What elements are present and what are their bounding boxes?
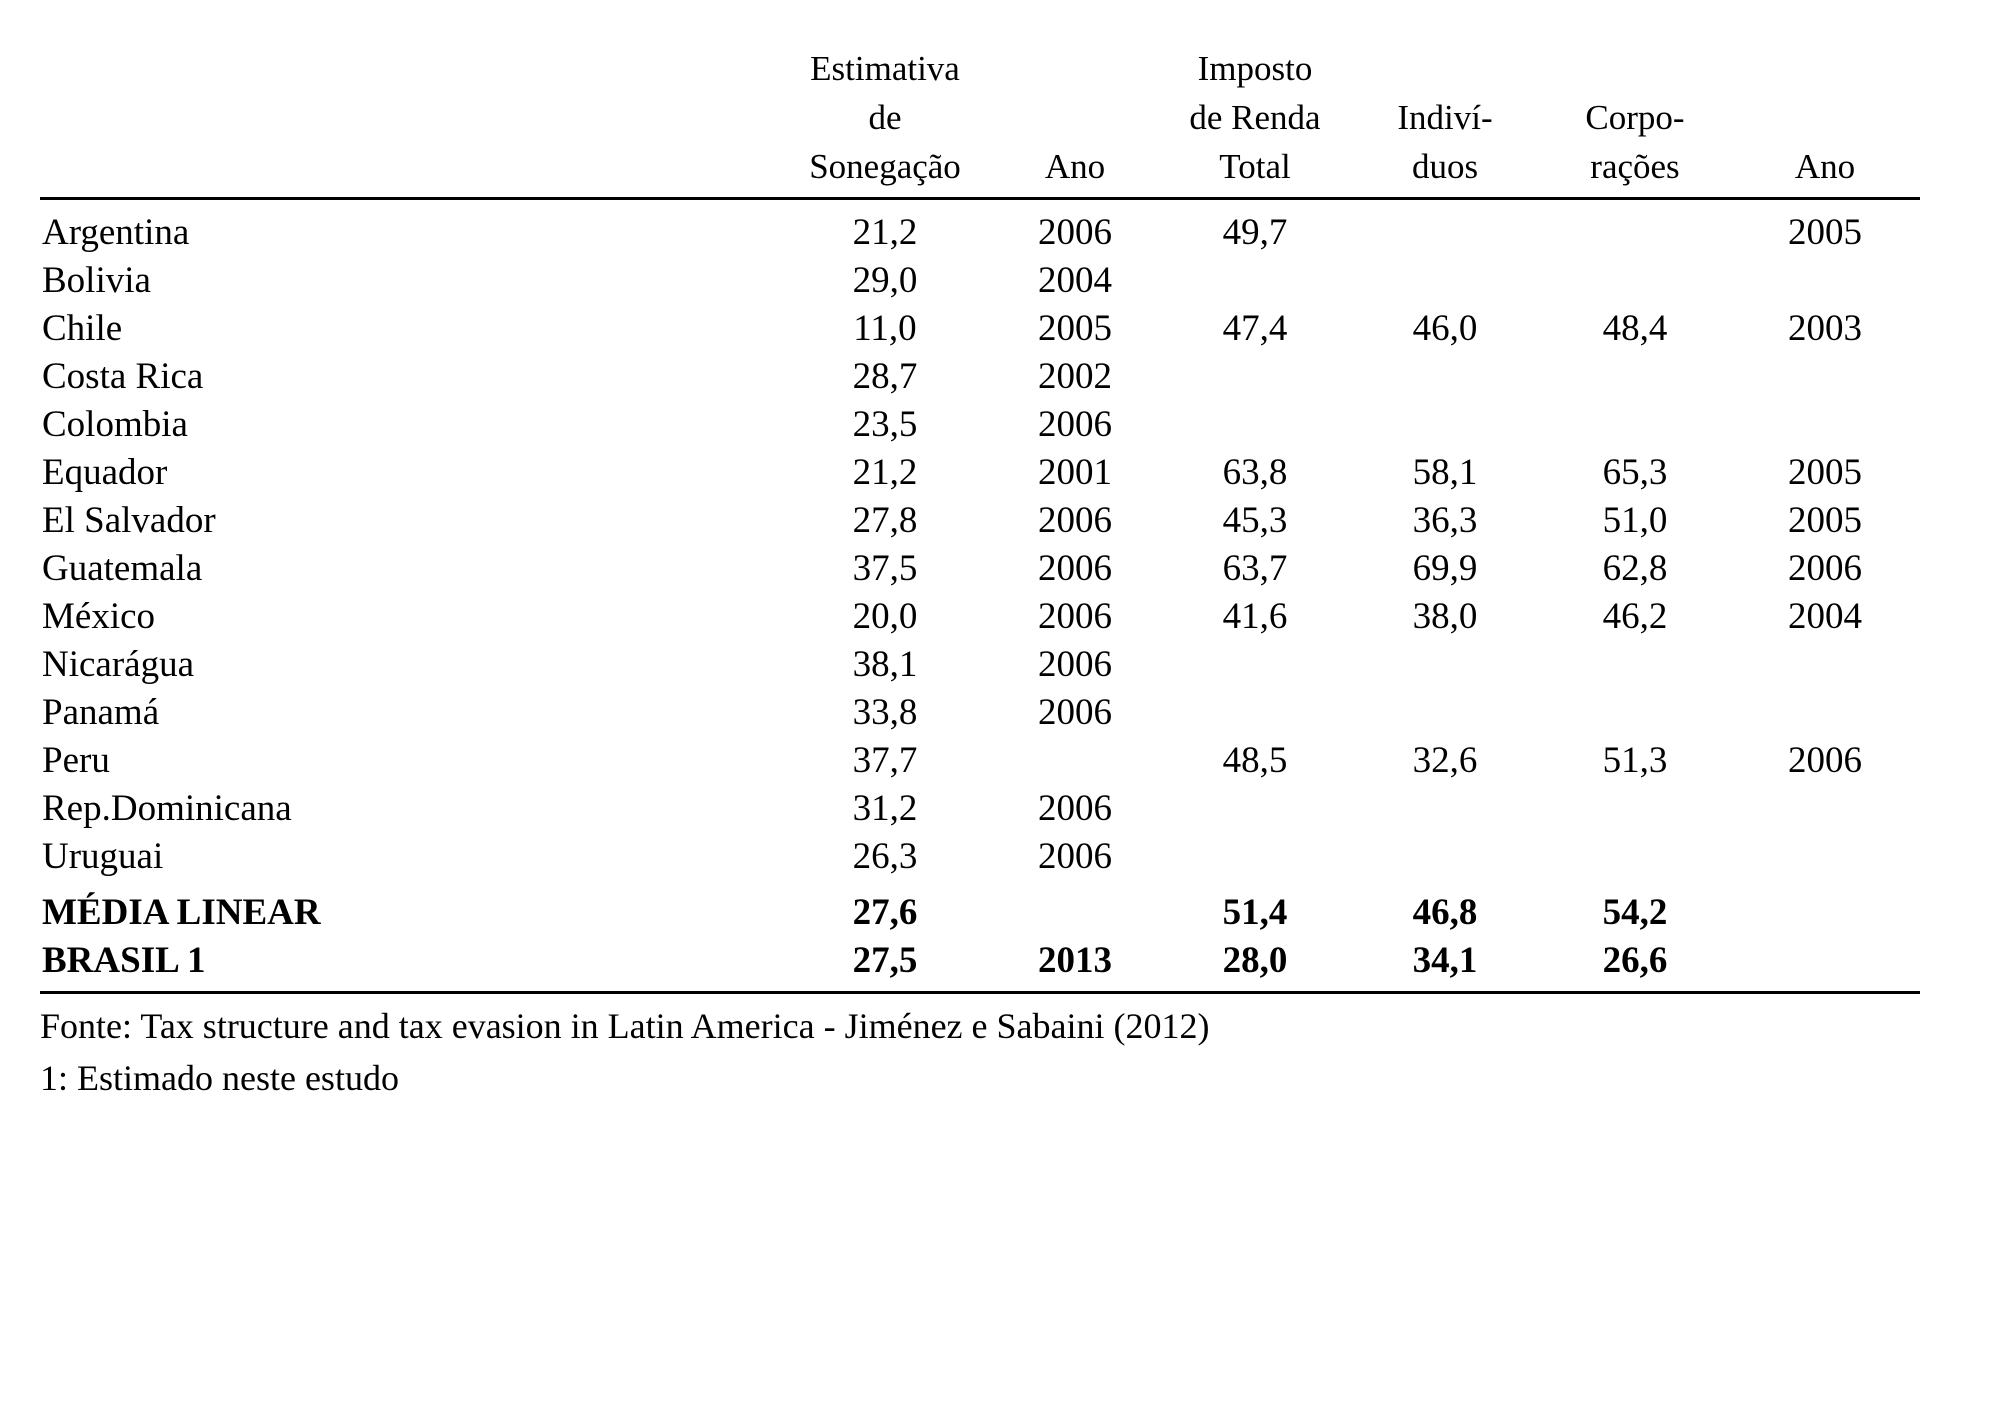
cell-sonegacao: 20,0 [852, 596, 918, 637]
cell-name: El Salvador [42, 500, 216, 541]
cell-individuos: 38,0 [1412, 596, 1478, 637]
cell-corporacoes: 26,6 [1540, 937, 1730, 993]
column-header-country [40, 44, 780, 199]
cell-total [1160, 689, 1350, 737]
cell-total [1160, 353, 1350, 401]
cell-name: Uruguai [42, 836, 164, 877]
cell-ano2 [1730, 881, 1920, 937]
document-page [0, 44, 2000, 1419]
table-row [40, 881, 1920, 937]
cell-ano2: 2005 [1788, 500, 1862, 541]
cell-ano1: 2006 [1038, 788, 1112, 829]
cell-ano2: 2006 [1788, 740, 1862, 781]
header-line: Ano [1044, 147, 1106, 186]
table-header-row [40, 44, 1920, 199]
table-row [40, 689, 1920, 737]
cell-individuos: 46,8 [1412, 892, 1478, 933]
cell-total: 63,8 [1222, 452, 1288, 493]
table-row [40, 545, 1920, 593]
footnote-source: Fonte: Tax structure and tax evasion in Latin America - Jiménez e Sabaini (2012) [40, 1006, 1210, 1046]
cell-ano1: 2006 [1038, 644, 1112, 685]
cell-corporacoes: 48,4 [1602, 308, 1668, 349]
header-line: Indiví- [1397, 98, 1493, 137]
cell-sonegacao: 37,7 [852, 740, 918, 781]
cell-sonegacao: 26,3 [852, 836, 918, 877]
cell-ano2 [1730, 401, 1920, 449]
header-line: de [868, 98, 902, 137]
cell-ano2: 2004 [1788, 596, 1862, 637]
cell-sonegacao: 23,5 [852, 404, 918, 445]
cell-name: Rep.Dominicana [42, 788, 292, 829]
table-row [40, 737, 1920, 785]
cell-ano2 [1730, 689, 1920, 737]
cell-ano2 [1730, 353, 1920, 401]
cell-name: Equador [42, 452, 168, 493]
cell-ano1: 2006 [1038, 596, 1112, 637]
cell-total: 51,4 [1222, 892, 1288, 933]
cell-corporacoes: 51,3 [1602, 740, 1668, 781]
cell-ano1: 2006 [1038, 548, 1112, 589]
cell-name: México [42, 596, 156, 637]
cell-name: MÉDIA LINEAR [42, 892, 321, 933]
cell-individuos [1350, 353, 1540, 401]
cell-ano2 [1730, 785, 1920, 833]
cell-name: Colombia [42, 404, 188, 445]
cell-total: 48,5 [1222, 740, 1288, 781]
cell-individuos [1350, 401, 1540, 449]
table-row [40, 199, 1920, 258]
table-row [40, 305, 1920, 353]
cell-individuos [1350, 641, 1540, 689]
cell-total [1160, 257, 1350, 305]
cell-ano1: 2006 [1038, 500, 1112, 541]
cell-individuos: 46,0 [1412, 308, 1478, 349]
cell-name: Nicarágua [42, 644, 195, 685]
cell-ano1: 2004 [1038, 260, 1112, 301]
cell-sonegacao: 31,2 [852, 788, 918, 829]
cell-ano1 [990, 881, 1160, 937]
cell-individuos: 58,1 [1412, 452, 1478, 493]
cell-ano2: 2005 [1788, 452, 1862, 493]
table-row [40, 785, 1920, 833]
cell-ano2 [1730, 641, 1920, 689]
table-header [40, 44, 1920, 199]
table-row [40, 937, 1920, 993]
cell-corporacoes [1540, 785, 1730, 833]
column-header-corporacoes [1540, 44, 1730, 199]
cell-ano1: 2002 [1038, 356, 1112, 397]
column-header-individuos [1350, 44, 1540, 199]
cell-ano1: 2006 [1038, 836, 1112, 877]
cell-ano1: 2006 [1038, 692, 1112, 733]
cell-ano1: 2006 [1038, 212, 1112, 253]
column-header-imposto-total [1160, 44, 1350, 199]
cell-ano2: 2006 [1788, 548, 1862, 589]
column-header-ano-sonegacao [990, 44, 1160, 199]
table-body [40, 199, 1920, 993]
cell-name: BRASIL 1 [40, 937, 780, 993]
cell-total [1160, 833, 1350, 881]
cell-total: 45,3 [1222, 500, 1288, 541]
table-row [40, 353, 1920, 401]
cell-ano2: 2005 [1788, 212, 1862, 253]
cell-name: Costa Rica [42, 356, 204, 397]
cell-sonegacao: 27,6 [852, 892, 918, 933]
cell-name: Chile [42, 308, 123, 349]
cell-individuos: 34,1 [1350, 937, 1540, 993]
cell-name: Panamá [42, 692, 160, 733]
cell-total: 47,4 [1222, 308, 1288, 349]
column-header-ano-imposto [1730, 44, 1920, 199]
cell-sonegacao: 29,0 [852, 260, 918, 301]
header-line: rações [1590, 147, 1680, 186]
header-line: Sonegação [809, 147, 961, 186]
cell-corporacoes [1540, 641, 1730, 689]
cell-individuos [1350, 833, 1540, 881]
header-line: Ano [1794, 147, 1856, 186]
cell-total [1160, 401, 1350, 449]
cell-ano2 [1730, 833, 1920, 881]
header-line: Imposto [1197, 49, 1313, 88]
column-header-sonegacao [780, 44, 990, 199]
table-row [40, 257, 1920, 305]
cell-sonegacao: 27,8 [852, 500, 918, 541]
cell-corporacoes: 46,2 [1602, 596, 1668, 637]
cell-corporacoes: 62,8 [1602, 548, 1668, 589]
cell-name: Guatemala [42, 548, 203, 589]
cell-ano1: 2013 [990, 937, 1160, 993]
cell-total: 63,7 [1222, 548, 1288, 589]
cell-sonegacao: 11,0 [853, 308, 917, 349]
cell-name: Peru [42, 740, 110, 781]
cell-sonegacao: 21,2 [852, 452, 918, 493]
cell-individuos [1350, 689, 1540, 737]
cell-individuos [1350, 257, 1540, 305]
tax-evasion-table [40, 44, 1920, 994]
cell-corporacoes [1540, 401, 1730, 449]
header-line: Total [1219, 147, 1291, 186]
table-row [40, 401, 1920, 449]
footnotes [40, 1000, 1920, 1104]
cell-individuos: 69,9 [1412, 548, 1478, 589]
cell-individuos [1350, 785, 1540, 833]
cell-corporacoes [1540, 353, 1730, 401]
table-row [40, 641, 1920, 689]
cell-corporacoes: 54,2 [1602, 892, 1668, 933]
table-row [40, 593, 1920, 641]
cell-ano2: 2003 [1788, 308, 1862, 349]
cell-ano2 [1730, 937, 1920, 993]
cell-ano1 [990, 737, 1160, 785]
cell-corporacoes [1540, 257, 1730, 305]
table-row [40, 497, 1920, 545]
cell-sonegacao: 37,5 [852, 548, 918, 589]
cell-total: 28,0 [1160, 937, 1350, 993]
cell-individuos: 36,3 [1412, 500, 1478, 541]
cell-corporacoes: 65,3 [1602, 452, 1668, 493]
cell-ano1: 2006 [1038, 404, 1112, 445]
cell-corporacoes: 51,0 [1602, 500, 1668, 541]
table-row [40, 449, 1920, 497]
cell-corporacoes [1540, 689, 1730, 737]
cell-sonegacao: 27,5 [780, 937, 990, 993]
cell-corporacoes [1540, 199, 1730, 258]
cell-sonegacao: 21,2 [852, 212, 918, 253]
header-line: Estimativa [810, 49, 960, 88]
cell-sonegacao: 33,8 [852, 692, 918, 733]
header-line: de Renda [1189, 98, 1321, 137]
cell-sonegacao: 38,1 [852, 644, 918, 685]
cell-corporacoes [1540, 833, 1730, 881]
cell-name: Bolivia [42, 260, 151, 301]
header-line: Corpo- [1585, 98, 1685, 137]
cell-individuos [1350, 199, 1540, 258]
cell-sonegacao: 28,7 [852, 356, 918, 397]
table-row [40, 833, 1920, 881]
cell-total: 41,6 [1222, 596, 1288, 637]
cell-ano1: 2005 [1038, 308, 1112, 349]
cell-name: Argentina [42, 212, 190, 253]
cell-individuos: 32,6 [1412, 740, 1478, 781]
cell-ano2 [1730, 257, 1920, 305]
cell-total [1160, 641, 1350, 689]
header-line: duos [1411, 147, 1479, 186]
cell-ano1: 2001 [1038, 452, 1112, 493]
cell-total [1160, 785, 1350, 833]
footnote-note: 1: Estimado neste estudo [40, 1058, 399, 1098]
cell-total: 49,7 [1222, 212, 1288, 253]
